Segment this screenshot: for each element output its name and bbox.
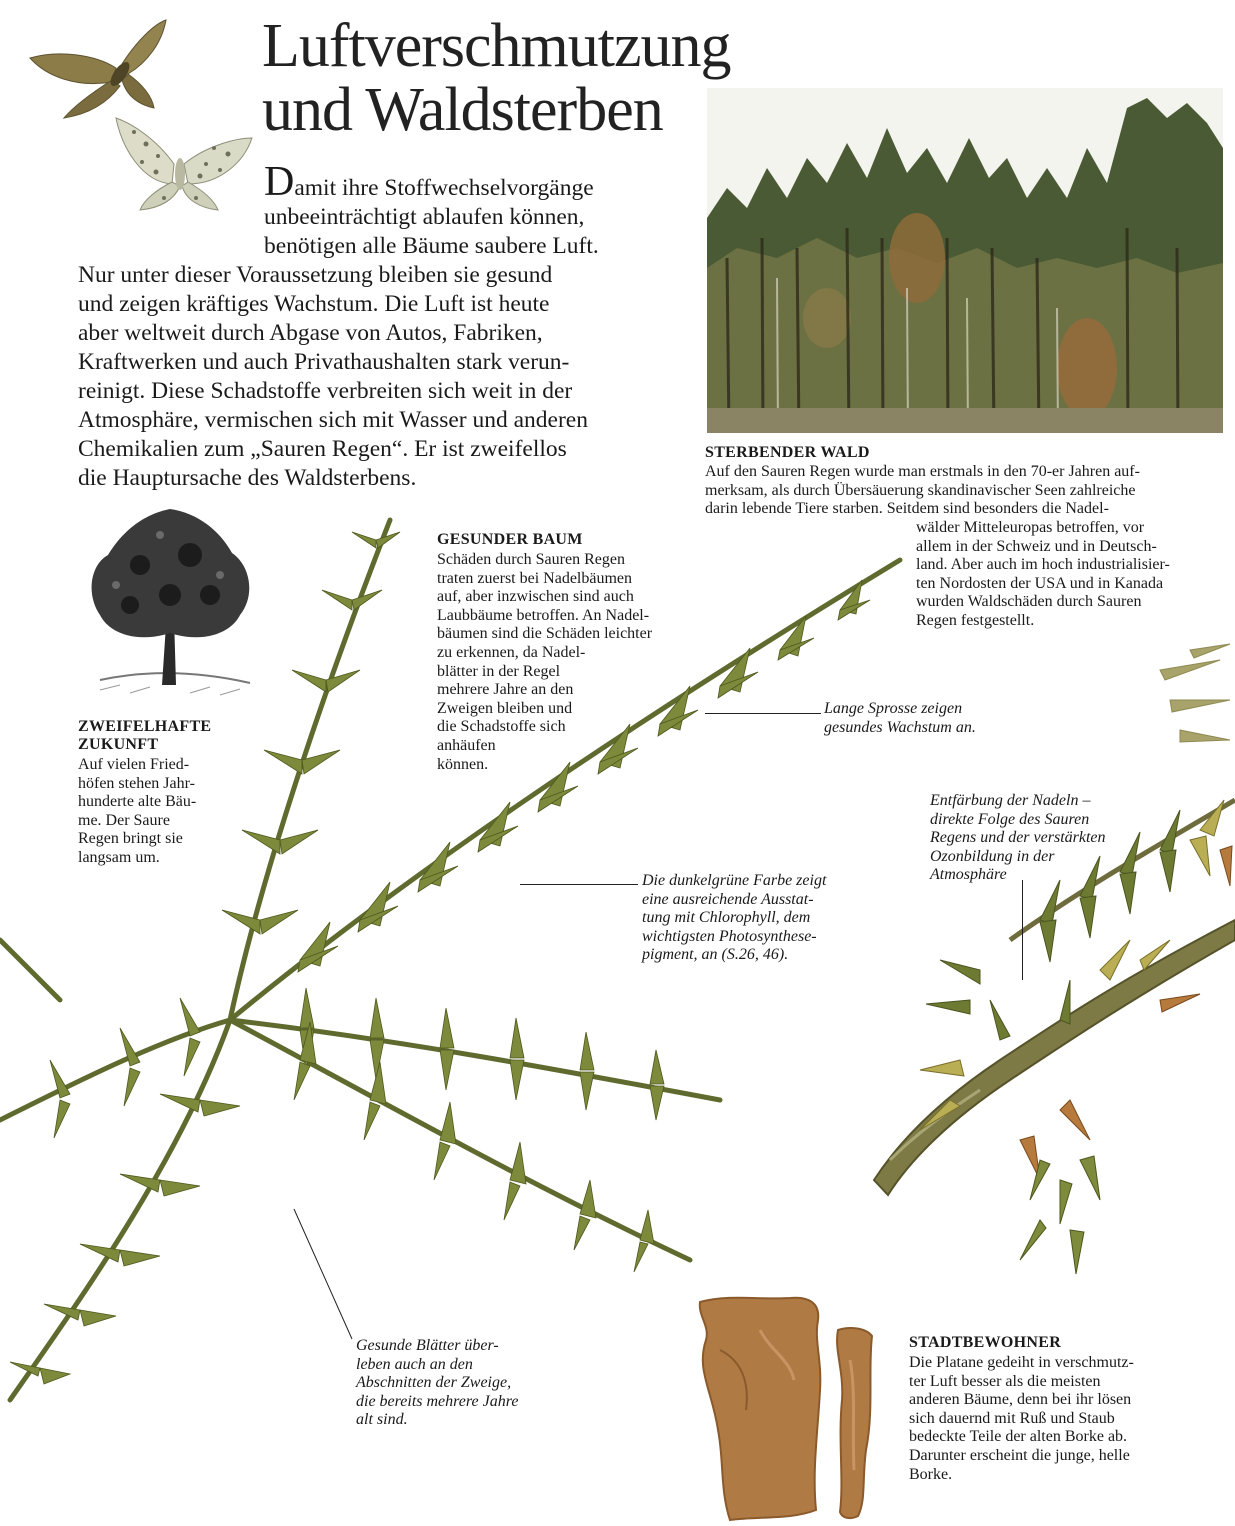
note-ef-line-5: Atmosphäre [930, 866, 1007, 884]
sw-line-9: Regen festgestellt. [916, 611, 1035, 629]
bark-pieces-illustration [690, 1290, 890, 1526]
gb-line-4: Laubbäume betroffen. An Nadel- [437, 606, 650, 624]
note-ef-line-1: Entfärbung der Nadeln – [930, 792, 1091, 809]
intro-line-5: und zeigen kräftiges Wachstum. Die Luft ist heute [78, 291, 550, 317]
sb-line-7: Borke. [909, 1465, 953, 1483]
note-dg-line-5: pigment, an (S.26, 46). [642, 946, 789, 964]
title-line-1: Luftverschmutzung [262, 12, 731, 80]
note-ls-line-2: gesundes Wachstum an. [824, 718, 976, 736]
zz-heading-line-1: ZWEIFELHAFTE [78, 718, 212, 735]
sw-line-2: merksam, als durch Übersäuerung skandinavischer Seen zahlreiche [705, 481, 1136, 499]
note-dg-line-1: Die dunkelgrüne Farbe zeigt [642, 872, 827, 889]
zz-line-1: Auf vielen Fried- [78, 756, 190, 773]
sw-line-4: wälder Mitteleuropas betroffen, vor [916, 519, 1145, 536]
note-dg-line-2: eine ausreichende Ausstat- [642, 890, 814, 908]
note-gbl-line-1: Gesunde Blätter über- [356, 1337, 499, 1354]
forest-drawing [707, 88, 1223, 433]
note-gbl-line-4: die bereits mehrere Jahre [356, 1392, 519, 1410]
sw-line-5: allem in der Schweiz und in Deutsch- [916, 537, 1157, 555]
note-ef-line-4: Ozonbildung in der [930, 847, 1055, 865]
note-gbl-line-2: leben auch an den [356, 1355, 473, 1373]
zz-heading-line-2: ZUKUNFT [78, 736, 159, 753]
sw-line-3: darin lebende Tiere starben. Seitdem sind besonders die Nadel- [705, 500, 1109, 518]
gb-line-6: zu erkennen, da Nadel- [437, 643, 586, 661]
intro-line-8: reinigt. Diese Schadstoffe verbreiten sich weit in der [78, 378, 573, 404]
sb-line-6: Darunter erscheint die junge, helle [909, 1446, 1130, 1464]
zz-line-6: langsam um. [78, 848, 160, 866]
leader-line-lange-sprosse [705, 713, 821, 714]
gb-line-11: anhäufen [437, 736, 496, 754]
zz-line-3: hunderte alte Bäu- [78, 793, 197, 811]
gb-line-5: bäumen sind die Schäden leichter [437, 625, 653, 643]
intro-line-2: unbeeinträchtigt ablaufen können, [264, 204, 585, 230]
gb-line-3: auf, aber inzwischen sind auch [437, 588, 634, 606]
note-ls-line-1: Lange Sprosse zeigen [824, 700, 963, 717]
sw-line-1: Auf den Sauren Regen wurde man erstmals in den 70-er Jahren auf- [705, 463, 1140, 480]
title-line-2: und Waldsterben [262, 76, 663, 144]
note-gbl-line-5: alt sind. [356, 1411, 408, 1429]
gb-line-9: Zweigen bleiben und [437, 699, 573, 717]
sb-line-2: ter Luft besser als die meisten [909, 1372, 1101, 1390]
intro-line-1: Damit ihre Stoffwechselvorgänge [264, 159, 594, 205]
sb-line-5: bedeckte Teile der alten Borke ab. [909, 1428, 1128, 1446]
forest-photo [707, 88, 1223, 433]
stadtbewohner-text [909, 1354, 1134, 1484]
stadtbewohner-heading: STADTBEWOHNER [909, 1334, 1062, 1351]
page-title [262, 14, 782, 142]
gesunder-baum-text [437, 551, 652, 774]
intro-line-11: die Hauptursache des Waldsterbens. [78, 465, 417, 491]
note-lange-sprosse [824, 700, 976, 737]
intro-line-7: Kraftwerken und auch Privathaushalten stark verun- [78, 349, 570, 375]
gb-line-8: mehrere Jahre an den [437, 681, 574, 699]
gb-line-1: Schäden durch Sauren Regen [437, 551, 625, 568]
zweifelhafte-zukunft-heading [78, 718, 211, 754]
leader-line-gesunde-blaetter [290, 1205, 360, 1345]
gb-line-10: die Schadstoffe sich [437, 718, 566, 736]
brown-moth [30, 20, 166, 118]
intro-line-9: Atmosphäre, vermischen sich mit Wasser und anderen [78, 407, 588, 433]
gb-line-12: können. [437, 755, 489, 773]
zz-line-5: Regen bringt sie [78, 830, 183, 848]
leader-line-entfaerbung [1022, 880, 1023, 980]
intro-line-6: aber weltweit durch Abgase von Autos, Fabriken, [78, 320, 543, 346]
note-dg-line-3: tung mit Chlorophyll, dem [642, 909, 811, 927]
sb-line-3: anderen Bäume, denn bei ihr lösen [909, 1391, 1132, 1409]
intro-line-10: Chemikalien zum „Sauren Regen“. Er ist zweifellos [78, 436, 567, 462]
note-dg-line-4: wichtigsten Photosynthese- [642, 927, 817, 945]
gesunder-baum-heading: GESUNDER BAUM [437, 531, 583, 548]
drop-cap: D [264, 159, 295, 205]
note-ef-line-2: direkte Folge des Sauren [930, 810, 1090, 828]
intro-line-3: benötigen alle Bäume saubere Luft. [264, 233, 599, 259]
zz-line-2: höfen stehen Jahr- [78, 774, 195, 792]
zz-line-4: me. Der Saure [78, 811, 170, 829]
zweifelhafte-zukunft-text [78, 756, 196, 868]
note-dunkelgruen [642, 872, 826, 965]
sw-line-8: wurden Waldschäden durch Sauren [916, 593, 1142, 611]
sw-line-6: land. Aber auch im hoch industrialisier- [916, 556, 1170, 574]
sw-line-7: ten Nordosten der USA und in Kanada [916, 574, 1164, 592]
intro-line-4: Nur unter dieser Voraussetzung bleiben sie gesund [78, 262, 553, 288]
gb-line-7: blätter in der Regel [437, 662, 561, 680]
leader-line-dunkelgruen [520, 884, 638, 885]
sterbender-wald-text-cont [916, 519, 1170, 631]
note-gbl-line-3: Abschnitten der Zweige, [356, 1374, 512, 1392]
sb-line-1: Die Platane gedeiht in verschmutz- [909, 1354, 1134, 1371]
sterbender-wald-heading: STERBENDER WALD [705, 444, 870, 461]
note-gesunde-blaetter [356, 1337, 518, 1430]
sb-line-4: sich dauernd mit Ruß und Staub [909, 1409, 1115, 1427]
note-ef-line-3: Regens und der verstärkten [930, 829, 1106, 847]
gb-line-2: traten zuerst bei Nadelbäumen [437, 569, 633, 587]
note-entfaerbung [930, 792, 1106, 885]
intro-text [78, 159, 658, 493]
